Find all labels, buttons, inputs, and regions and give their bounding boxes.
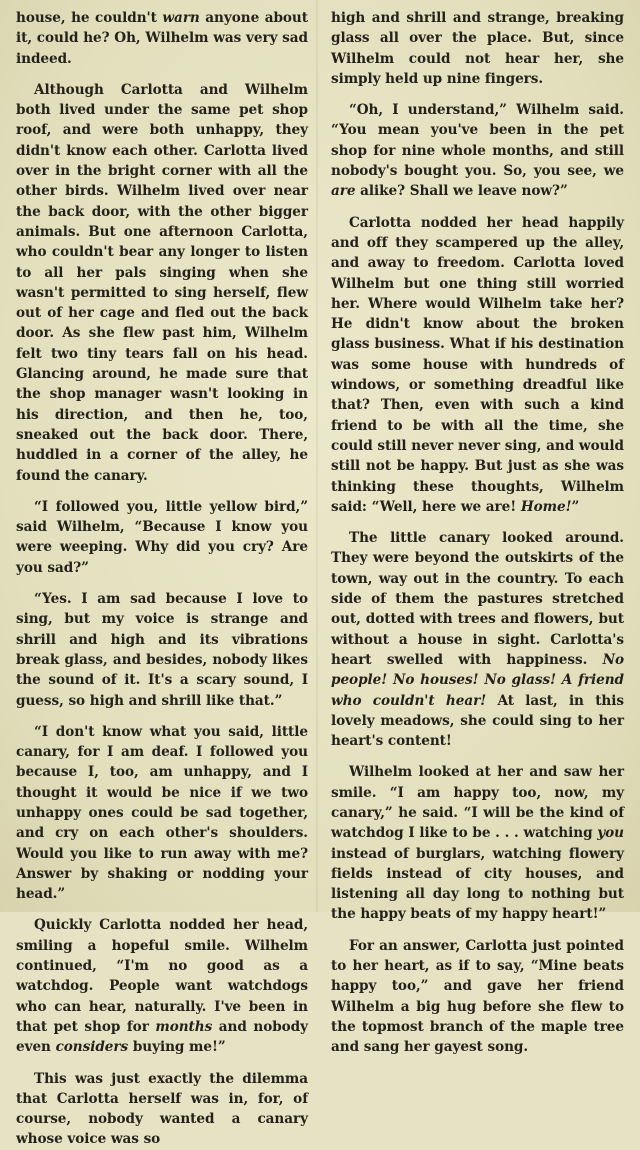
emphasis-text: No people! No houses! No glass! A friend who couldn't hear! xyxy=(331,651,624,709)
paragraph: high and shrill and strange, breaking glass all over the place. But, since Wilhelm could not hear her, she simply held up nine fingers. xyxy=(331,10,624,87)
paragraph: For an answer, Carlotta just pointed to her heart, as if to say, “Mine beats happy too,” and gave her friend Wilhelm a big hug before she flew to the topmost branch of the maple tree and sang her gayest song. xyxy=(331,937,624,1056)
emphasis-text: Home! xyxy=(520,498,572,515)
paragraph: “I followed you, little yellow bird,” said Wilhelm, “Because I know you were weeping. Why did you cry? Are you sad?” xyxy=(16,498,308,576)
right-column xyxy=(331,8,624,1058)
emphasis-text: months xyxy=(155,1018,213,1035)
paragraph: Although Carlotta and Wilhelm both lived under the same pet shop roof, and were both unhappy, they didn't know each other. Carlotta lived over in the bright corner with all the other birds. Wilhelm lived over near the back door, with the other bigger animals. But one afternoon Carlotta, who couldn't bear any longer to listen to all her pals singing when she wasn't permitted to sing herself, flew out of her cage and fled out the back door. As she flew past him, Wilhelm felt two tiny tears fall on his head. Glancing around, he made sure that the shop manager wasn't looking in his direction, and then he, too, sneaked out the back door. There, huddled in a corner of the alley, he found the canary. xyxy=(16,81,308,484)
emphasis-text: are xyxy=(331,183,356,200)
paragraph: Carlotta nodded her head happily and off they scampered up the alley, and away to freedom. Carlotta loved Wilhelm but one thing still worried her. Where would Wilhelm take her? He didn't know about the broken glass business. What if his destination was some house with hundreds of windows, or something dreadful like that? Then, even with such a kind friend to be with all the time, she could still never never sing, and would still not be happy. But just as she was thinking these thoughts, Wilhelm said: “Well, here we are! Home!” xyxy=(331,214,624,515)
paragraph: “I don't know what you said, little canary, for I am deaf. I followed you because I, too, am unhappy, and I thought it would be nice if we two unhappy ones could be sad together, and cry on each other's shoulders. Would you like to run away with me? Answer by shaking or nodding your head.” xyxy=(16,723,308,903)
left-column xyxy=(16,8,308,1150)
paragraph: house, he couldn't warn anyone about it, could he? Oh, Wilhelm was very sad indeed. xyxy=(16,10,308,67)
paragraph: “Yes. I am sad because I love to sing, but my voice is strange and shrill and high and its vibrations break glass, and besides, nobody likes the sound of it. It's a scary sound, I guess, so high and shrill like that.” xyxy=(16,591,308,709)
paragraph: “Oh, I understand,” Wilhelm said. “You mean you've been in the pet shop for nine whole months, and still nobody's bought you. So, you see, we are alike? Shall we leave now?” xyxy=(331,102,624,200)
paragraph: The little canary looked around. They were beyond the outskirts of the town, way out in the country. To each side of them the pastures stretched out, dotted with trees and flowers, but without a house in sight. Carlotta's heart swelled with happiness. No people! No houses! No glass! A friend who couldn't hear! At last, in this lovely meadows, she could sing to her heart's content! xyxy=(331,530,624,750)
emphasis-text: warn xyxy=(162,10,200,26)
paragraph: Quickly Carlotta nodded her head, smiling a hopeful smile. Wilhelm continued, “I'm no good as a watchdog. People want watchdogs who can hear, naturally. I've been in that pet shop for months and nobody even considers buying me!” xyxy=(16,917,308,1056)
emphasis-text: considers xyxy=(55,1039,129,1056)
paragraph: This was just exactly the dilemma that Carlotta herself was in, for, of course, nobody wanted a canary whose voice was so xyxy=(16,1070,308,1148)
emphasis-text: you xyxy=(597,825,624,842)
paragraph: Wilhelm looked at her and saw her smile. “I am happy too, now, my canary,” he said. “I will be the kind of watchdog I like to be . . . watching you instead of burglars, watching flowery fields instead of city houses, and listening all day long to nothing but the happy beats of my happy heart!” xyxy=(331,764,624,923)
column-gutter xyxy=(316,0,318,912)
